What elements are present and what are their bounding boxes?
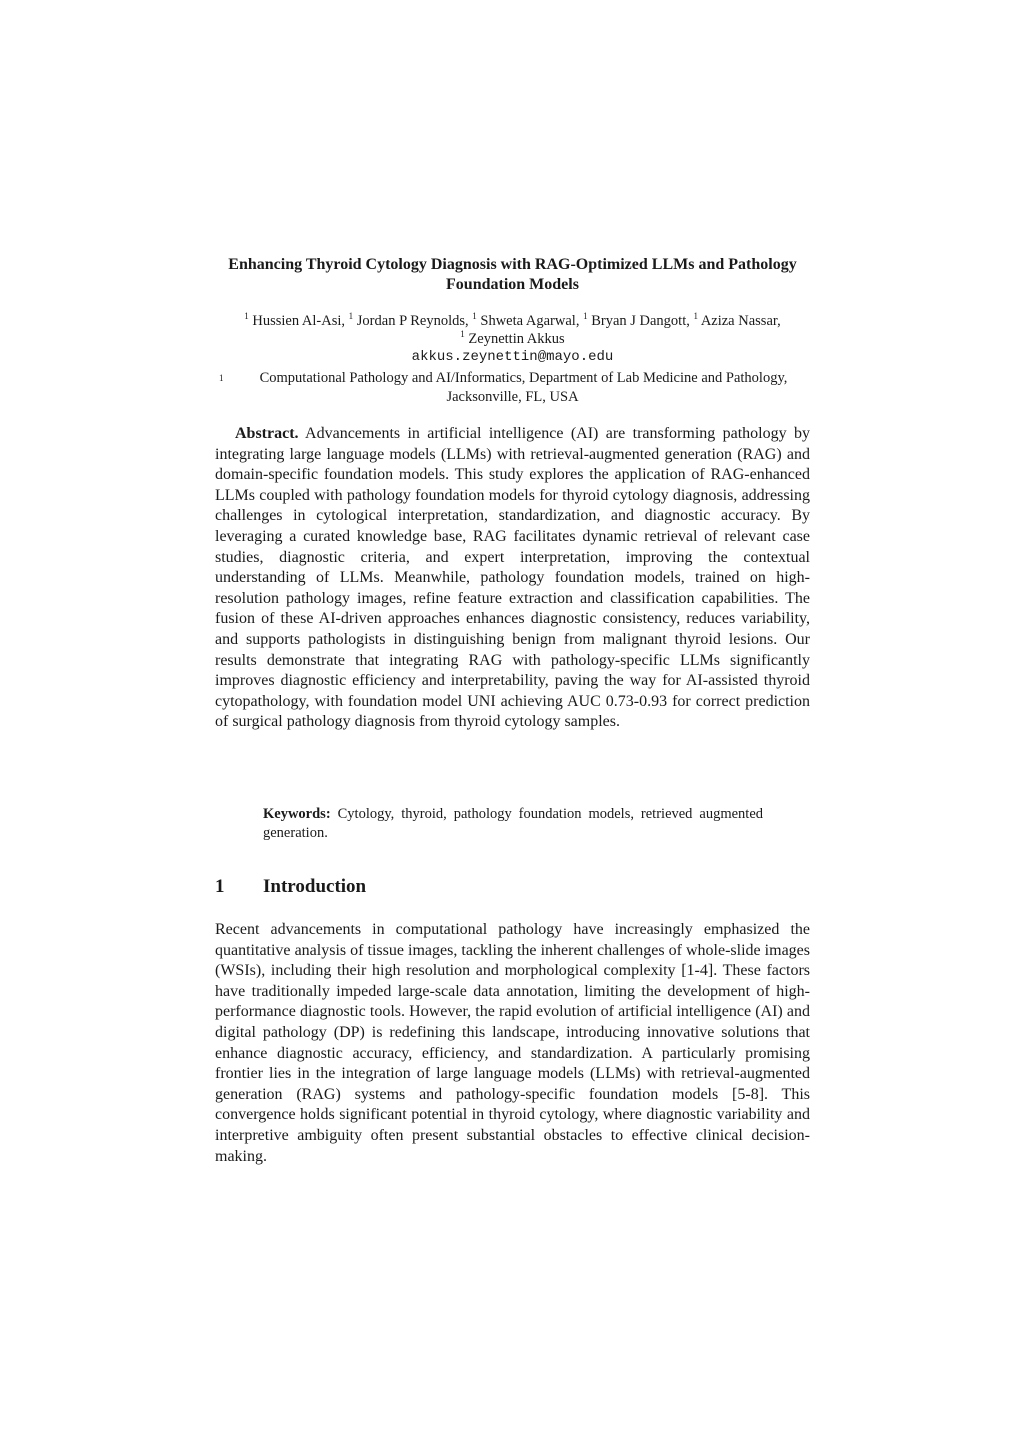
- author-affil-mark: 1: [693, 311, 698, 322]
- keywords-text: Cytology, thyroid, pathology foundation models, retrieved augmented generation.: [263, 806, 764, 841]
- introduction-paragraph: Recent advancements in computational pathology have increasingly emphasized the quantitative analysis of tissue images, tackling the inherent challenges of whole-slide images (WSIs), including their high resolution and morphological complexity [1-4]. These factors have traditionally impeded large-scale data annotation, limiting the development of high-performance diagnostic tools. However, the rapid evolution of artificial intelligence (AI) and digital pathology (DP) is redefining this landscape, introducing innovative solutions that enhance diagnostic accuracy, efficiency, and standardization. A particularly promising frontier lies in the integration of large language models (LLMs) with retrieval-augmented generation (RAG) systems and pathology-specific foundation models [5-8]. This convergence holds significant potential in thyroid cytology, where diagnostic variability and interpretive ambiguity often present substantial obstacles to effective clinical decision-making.: [215, 921, 810, 1165]
- author-name: Aziza Nassar: [700, 313, 778, 329]
- author-affil-mark: 1: [472, 311, 477, 322]
- author-email[interactable]: akkus.zeynettin@mayo.edu: [411, 349, 614, 365]
- paper-title: Enhancing Thyroid Cytology Diagnosis with RAG-Optimized LLMs and Pathology Foundation Models: [228, 256, 797, 293]
- keywords: [263, 805, 763, 843]
- author-affil-mark: 1: [348, 311, 354, 322]
- section-number: 1: [215, 876, 225, 897]
- author-name: Hussien Al-Asi: [252, 313, 342, 329]
- section-heading: [215, 875, 810, 899]
- author-name: Shweta Agarwal: [480, 313, 576, 329]
- author-affil-mark: 1: [460, 329, 465, 340]
- affiliation-mark: 1: [219, 373, 224, 383]
- author-affil-mark: 1: [244, 311, 249, 322]
- keywords-label: Keywords:: [263, 806, 331, 822]
- author-affil-mark: 1: [583, 311, 588, 322]
- affiliation: [215, 369, 810, 407]
- section-title: Introduction: [263, 876, 367, 897]
- author-name: Bryan J Dangott: [591, 313, 687, 329]
- abstract-text: Advancements in artificial intelligence (AI) are transforming pathology by integrating large language models (LLMs) with retrieval-augmented generation (RAG) and domain-specific foundation models. This study explores the application of RAG-enhanced LLMs coupled with pathology foundation models for thyroid cytology diagnosis, addressing challenges in cytological interpretation, standardization, and diagnostic accuracy. By leveraging a curated knowledge base, RAG facilitates dynamic retrieval of relevant case studies, diagnostic criteria, and expert interpretation, improving the contextual understanding of LLMs. Meanwhile, pathology foundation models, trained on high-resolution pathology images, refine feature extraction and classification capabilities. The fusion of these AI-driven approaches enhances diagnostic consistency, reduces variability, and supports pathologists in distinguishing benign from malignant thyroid lesions. Our results demonstrate that integrating RAG with pathology-specific LLMs significantly improves diagnostic efficiency and interpretability, paving the way for AI-assisted thyroid cytopathology, with foundation model UNI achieving AUC 0.73-0.93 for correct prediction of surgical pathology diagnosis from thyroid cytology samples.: [215, 425, 810, 731]
- abstract: [215, 424, 810, 733]
- author-name: Jordan P Reynolds: [356, 313, 465, 329]
- affiliation-line-2: Jacksonville, FL, USA: [446, 389, 579, 405]
- affiliation-line-1: Computational Pathology and AI/Informatics, Department of Lab Medicine and Pathology,: [259, 370, 788, 386]
- abstract-label: Abstract.: [235, 425, 299, 442]
- author-name: Zeynettin Akkus: [468, 331, 565, 347]
- author-list: $^1$ Hussien Al-Asi, $^1$ Jordan P Reynolds, $^1$ Shweta Agarwal, $^1$ Bryan J Dangott, $^1$ Aziza Nassar, $^1$ Zeynettin Akkus: [244, 311, 781, 347]
